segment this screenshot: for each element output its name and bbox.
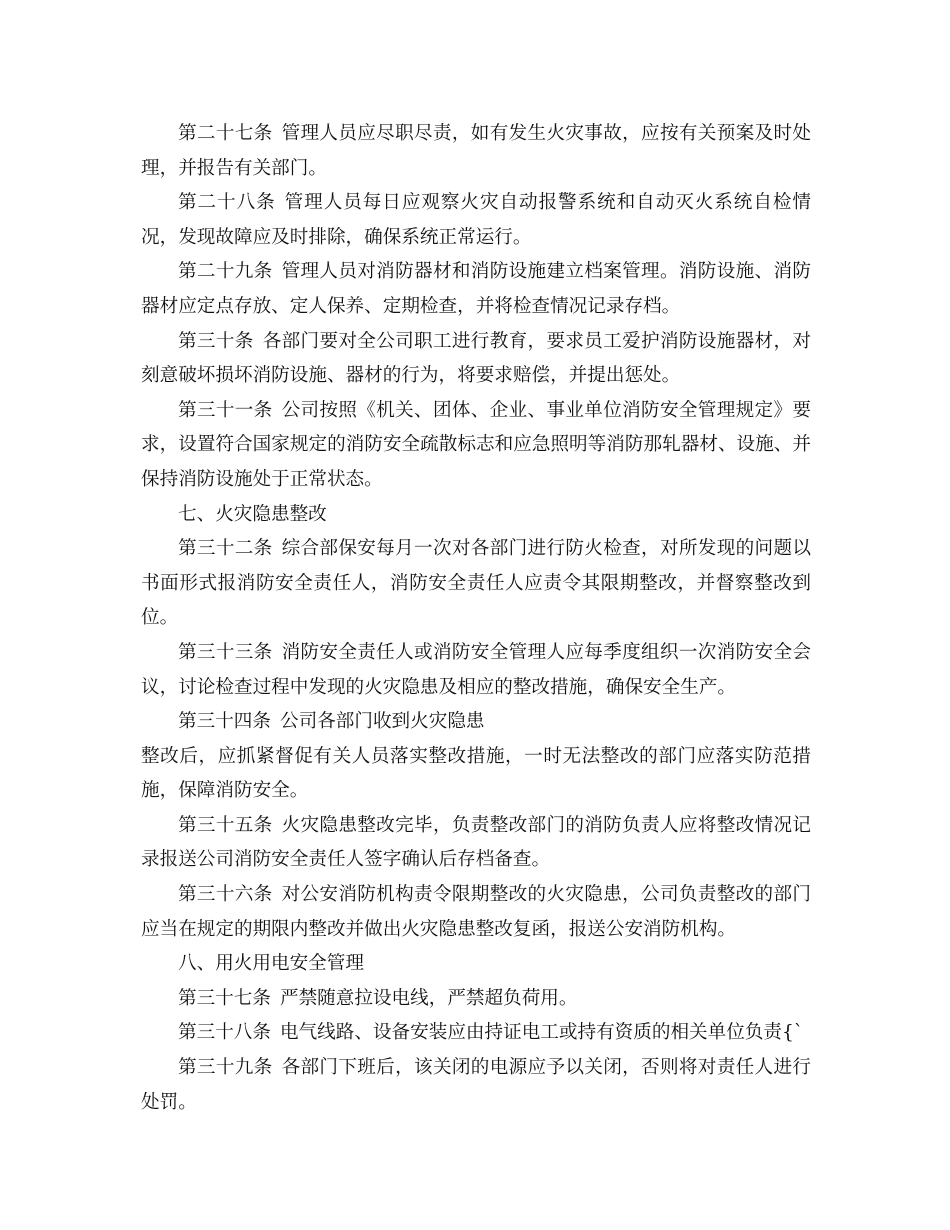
article-number: 第三十八条: [178, 1022, 271, 1044]
article-text: 各部门要对全公司职工进行教育，要求员工爱护消防设施器材，对刻意破坏损坏消防设施、器材的行为，将要求赔偿，并提出惩处。: [141, 330, 811, 387]
article-text: 公司按照《机关、团体、企业、事业单位消防安全管理规定》要求，设置符合国家规定的消防安全疏散标志和应急照明等消防那轧器材、设施、并保持消防设施处于正常状态。: [141, 399, 811, 490]
article-32: [141, 532, 811, 636]
article-34-continuation: 整改后，应抓紧督促有关人员落实整改措施，一时无法整改的部门应落实防范措施，保障消防安全。: [141, 745, 811, 802]
article-number: 第二十八条: [178, 192, 276, 214]
article-39: [141, 1051, 811, 1120]
article-36: [141, 878, 811, 947]
article-number: 第二十七条: [178, 123, 273, 144]
article-28: [141, 186, 811, 255]
article-number: 第三十条: [178, 330, 254, 352]
article-number: 第三十一条: [178, 399, 273, 421]
article-35: [141, 809, 811, 878]
article-text: 火灾隐患整改完毕，负责整改部门的消防负责人应将整改情况记录报送公司消防安全责任人签字确认后存档备查。: [141, 814, 811, 871]
article-38: [141, 1016, 811, 1051]
article-number: 第三十四条: [178, 711, 271, 733]
article-number: 第三十二条: [178, 538, 273, 560]
article-text: 对公安消防机构责令限期整改的火灾隐患，公司负责整改的部门应当在规定的期限内整改并做出火灾隐患整改复函，报送公安消防机构。: [141, 884, 811, 940]
article-text: 综合部保安每月一次对各部门进行防火检查，对所发现的问题以书面形式报消防安全责任人，消防安全责任人应责令其限期整改，并督察整改到位。: [141, 538, 811, 629]
article-number: 第三十三条: [178, 641, 273, 663]
article-27: [141, 117, 811, 186]
section-heading-8: 八、用火用电安全管理: [178, 953, 364, 975]
article-37: [141, 982, 811, 1017]
article-text: 各部门下班后，该关闭的电源应予以关闭，否则将对责任人进行处罚。: [141, 1057, 811, 1113]
article-number: 第三十五条: [178, 814, 273, 836]
article-number: 第三十七条: [178, 987, 271, 1009]
article-number: 第二十九条: [178, 261, 273, 283]
article-text: 公司各部门收到火灾隐患: [279, 711, 485, 733]
article-30: [141, 325, 811, 394]
article-33: [141, 636, 811, 705]
article-number: 第三十九条: [178, 1057, 273, 1079]
article-text: 管理人员每日应观察火灾自动报警系统和自动灭火系统自检情况，发现故障应及时排除，确保系统正常运行。: [141, 192, 811, 248]
article-text: 管理人员应尽职尽责，如有发生火灾事故，应按有关预案及时处理，并报告有关部门。: [141, 123, 811, 179]
article-29: [141, 255, 811, 324]
article-34: [141, 705, 811, 740]
document-body: [141, 117, 811, 1120]
section-heading-7: 七、火灾隐患整改: [178, 503, 327, 525]
article-text: 消防安全责任人或消防安全管理人应每季度组织一次消防安全会议，讨论检查过程中发现的火灾隐患及相应的整改措施，确保安全生产。: [141, 641, 811, 698]
article-text: 电气线路、设备安装应由持证电工或持有资质的相关单位负责{`: [279, 1022, 804, 1044]
article-31: [141, 394, 811, 498]
article-text: 管理人员对消防器材和消防设施建立档案管理。消防设施、消防器材应定点存放、定人保养、定期检查，并将检查情况记录存档。: [141, 261, 811, 317]
article-number: 第三十六条: [178, 884, 273, 906]
article-text: 严禁随意拉设电线，严禁超负荷用。: [279, 987, 578, 1009]
